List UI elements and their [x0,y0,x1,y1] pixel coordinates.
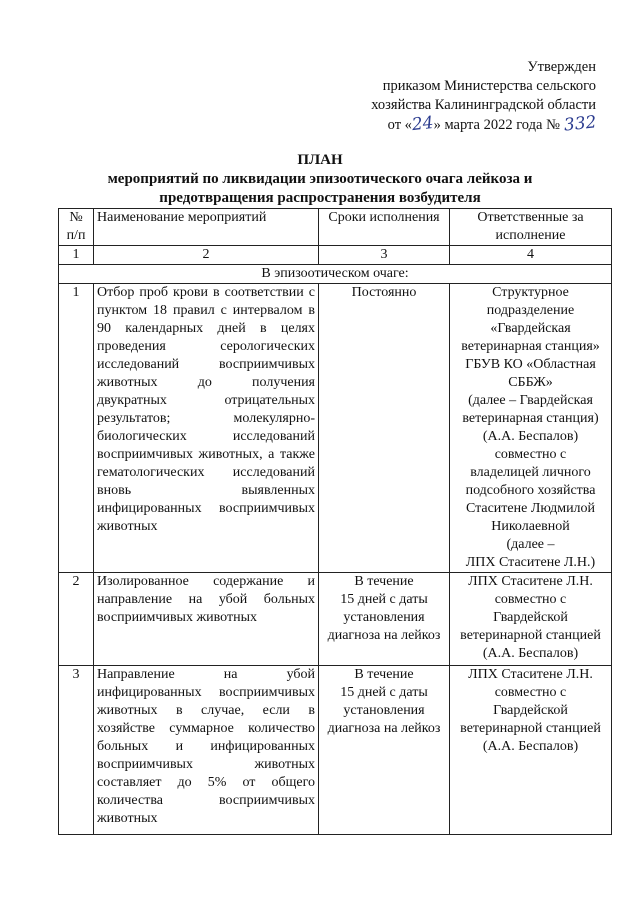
deadline-line: 15 дней с даты [340,592,428,607]
table-row [59,284,612,573]
deadline-line: В течение [354,574,414,589]
col-num-3: 3 [319,246,450,265]
row-deadline [319,666,450,835]
responsible-line: Николаевной [491,519,570,534]
responsible-line: ГБУВ КО «Областная [465,357,596,372]
table-row [59,573,612,666]
deadline-line: Постоянно [351,285,417,300]
deadline-line: диагноза на лейкоз [327,721,441,736]
plan-table [58,208,612,835]
header-row [59,209,612,246]
approval-line-1: Утвержден [527,59,596,75]
doc-subtitle-2: предотвращения распространения возбудителя [159,190,481,206]
deadline-line: установления [343,703,425,718]
row-responsible [450,573,612,666]
header-action: Наименование мероприятий [94,209,319,246]
approval-line-2: приказом Министерства сельского [382,78,596,94]
row-action: Направление на убой инфицированных восприимчивых животных в случае, если в хозяйстве суммарное количество больных и инфицированных восприимчивых животных составляет до 5% от общего количества восприимчивых животных [94,666,319,835]
responsible-line: подразделение [486,303,575,318]
approval-month-year: » марта 2022 года № [433,117,560,133]
doc-subtitle-1: мероприятий по ликвидации эпизоотического очага лейкоза и [107,171,533,187]
responsible-line: ЛПХ Стаситене Л.Н. [468,667,593,682]
responsible-line: совместно с [494,685,567,700]
approval-date-line [336,112,597,136]
responsible-line: ветеринарной станцией [460,628,601,643]
responsible-line: совместно с [494,447,567,462]
approval-from: от « [387,117,412,133]
approval-line-3: хозяйства Калининградской области [371,97,596,113]
col-num-4: 4 [450,246,612,265]
responsible-line: (далее – Гвардейская [468,393,593,408]
row-deadline [319,573,450,666]
responsible-line: (далее – [506,537,555,552]
responsible-line: ЛПХ Стаситене Л.Н. [468,574,593,589]
responsible-line: совместно с [494,592,567,607]
responsible-line: подсобного хозяйства [465,483,596,498]
responsible-line: (А.А. Беспалов) [482,739,579,754]
deadline-line: диагноза на лейкоз [327,628,441,643]
row-responsible [450,666,612,835]
row-number: 1 [59,284,94,573]
row-deadline [319,284,450,573]
doc-title: ПЛАН [297,152,343,168]
row-action: Изолированное содержание и направление на убой больных восприимчивых животных [94,573,319,666]
deadline-line: установления [343,610,425,625]
responsible-line: ЛПХ Стаситене Л.Н.) [465,555,596,570]
header-num: № п/п [59,209,94,246]
responsible-line: Гвардейской [493,610,568,625]
responsible-line: владелицей личного [470,465,591,480]
row-action: Отбор проб крови в соответствии с пунктом 18 правил с интервалом в 90 календарных дней в целях проведения серологических исследований восприимчивых животных до получения двукратных отрицательных результатов; молекулярно-биологических исследований восприимчивых животных, а также гематологических исследований вновь выявленных инфицированных восприимчивых животных [94,284,319,573]
table-row [59,666,612,835]
col-num-2: 2 [94,246,319,265]
header-deadline: Сроки исполнения [319,209,450,246]
section-title: В эпизоотическом очаге: [59,265,612,284]
approval-day: 24 [410,112,435,136]
responsible-line: ветеринарной станцией [460,721,601,736]
deadline-line: 15 дней с даты [340,685,428,700]
responsible-line: (А.А. Беспалов) [482,429,579,444]
responsible-line: (А.А. Беспалов) [482,646,579,661]
responsible-line: СББЖ» [508,375,553,390]
row-number: 3 [59,666,94,835]
responsible-line: Гвардейской [493,703,568,718]
responsible-line: Структурное [492,285,569,300]
section-row [59,265,612,284]
responsible-line: ветеринарная станция) [462,411,599,426]
deadline-line: В течение [354,667,414,682]
row-responsible [450,284,612,573]
row-number: 2 [59,573,94,666]
col-num-1: 1 [59,246,94,265]
responsible-line: ветеринарная станция» [461,339,600,354]
header-responsible: Ответственные за исполнение [450,209,612,246]
approval-number: 332 [562,112,597,136]
column-number-row [59,246,612,265]
responsible-line: Стаситене Людмилой [465,501,596,516]
responsible-line: «Гвардейская [490,321,571,336]
approval-block [336,58,596,135]
